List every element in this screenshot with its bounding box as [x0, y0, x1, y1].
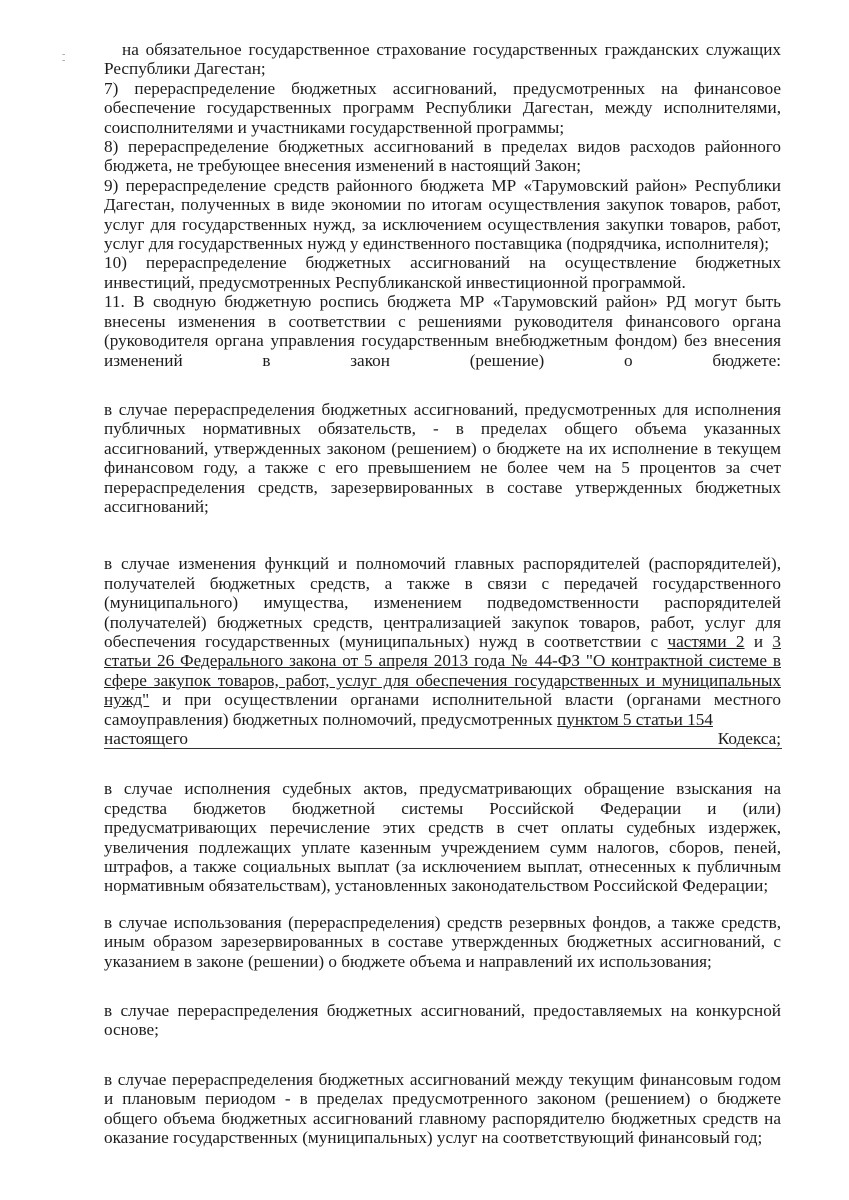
law-link-parts-2[interactable]: частями 2 [667, 631, 745, 651]
case-functions-text-mid: и при осуществлении органами исполнительной власти (органами местного самоуправления) бюджетных полномочий, предусмотренных [104, 690, 781, 729]
paragraph-case-court-acts: в случае исполнения судебных актов, предусматривающих обращение взыскания на средства бюджетов бюджетной системы Российской Федерации и (или) предусматривающих перечисление этих средств в счет оплаты судебных издержек, увеличения подлежащих уплате казенным учреждением сумм налогов, сборов, пеней, штрафов, а также социальных выплат (за исключением выплат, отнесенных к публичным нормативным обязательствам), установленных законодательством Российской Федерации; [104, 779, 781, 896]
law-link-article-26[interactable]: 3 статьи 26 Федерального закона от 5 апреля 2013 года № 44-ФЗ "О контрактной системе в сфере закупок товаров, работ, услуг для обеспечения государственных и муниципальных нужд" [104, 631, 781, 710]
code-reference-line [104, 729, 781, 748]
case-functions-and: и [744, 631, 773, 651]
paragraph-item-11: 11. В сводную бюджетную роспись бюджета МР «Тарумовский район» РД могут быть внесены изменения в соответствии с решениями руководителя финансового органа (руководителя органа управления государственным внебюджетным фондом) без внесения изменений в закон (решение) о бюджете: [104, 292, 781, 370]
paragraph-item-7: 7) перераспределение бюджетных ассигнований, предусмотренных на финансовое обеспечение государственных программ Республики Дагестан, между исполнителями, соисполнителями и участниками государственной программы; [104, 78, 781, 137]
paragraph-case-functions-change [104, 554, 781, 729]
law-link-article-154[interactable]: пунктом 5 статьи 154 [557, 709, 713, 729]
underline-rule [104, 748, 782, 749]
paragraph-item-9: 9) перераспределение средств районного бюджета МР «Тарумовский район» Республики Дагестан, полученных в виде экономии по итогам осуществления закупок товаров, работ, услуг для государственных нужд, за исключением осуществления закупки товаров, работ, услуг для государственных нужд у единственного поставщика (подрядчика, исполнителя); [104, 175, 781, 254]
paragraph-item-8: 8) перераспределение бюджетных ассигнований в пределах видов расходов районного бюджета, не требующее внесения изменений в настоящий Закон; [104, 137, 781, 176]
paragraph-case-competitive: в случае перераспределения бюджетных ассигнований, предоставляемых на конкурсной основе; [104, 1001, 781, 1040]
document-body [104, 40, 781, 1148]
paragraph-case-public-obligations: в случае перераспределения бюджетных ассигнований, предусмотренных для исполнения публичных нормативных обязательств, - в пределах общего объема указанных ассигнований, утвержденных законом (решением) о бюджете на их исполнение в текущем финансовом году, а также с его превышением не более чем на 5 процентов за счет перераспределения средств, зарезервированных в составе утвержденных бюджетных ассигнований; [104, 399, 781, 516]
paragraph-insurance: на обязательное государственное страхование государственных гражданских служащих Республики Дагестан; [104, 40, 781, 79]
paragraph-item-10: 10) перераспределение бюджетных ассигнований на осуществление бюджетных инвестиций, предусмотренных Республиканской инвестиционной программой. [104, 253, 781, 292]
paragraph-case-reserve-funds: в случае использования (перераспределения) средств резервных фондов, а также средств, иным образом зарезервированных в составе утвержденных бюджетных ассигнований, с указанием в законе (решении) о бюджете объема и направлений их использования; [104, 912, 781, 971]
code-ref-this: настоящего [104, 729, 188, 748]
paragraph-case-planning-period: в случае перераспределения бюджетных ассигнований между текущим финансовым годом и плановым периодом - в пределах предусмотренного законом (решением) о бюджете общего объема бюджетных ассигнований главному распорядителю бюджетных средств на оказание государственных (муниципальных) услуг на соответствующий финансовый год; [104, 1069, 781, 1148]
scan-artifact: - - [62, 49, 68, 66]
case-functions-text-start: в случае изменения функций и полномочий главных распорядителей (распорядителей), получателей бюджетных средств, а также в связи с передачей государственного (муниципального) имущества, изменением подведомственности распорядителей (получателей) бюджетных средств, централизацией закупок товаров, работ, услуг для обеспечения государственных (муниципальных) нужд в соответствии с [104, 554, 781, 651]
code-ref-code: Кодекса; [717, 729, 781, 748]
